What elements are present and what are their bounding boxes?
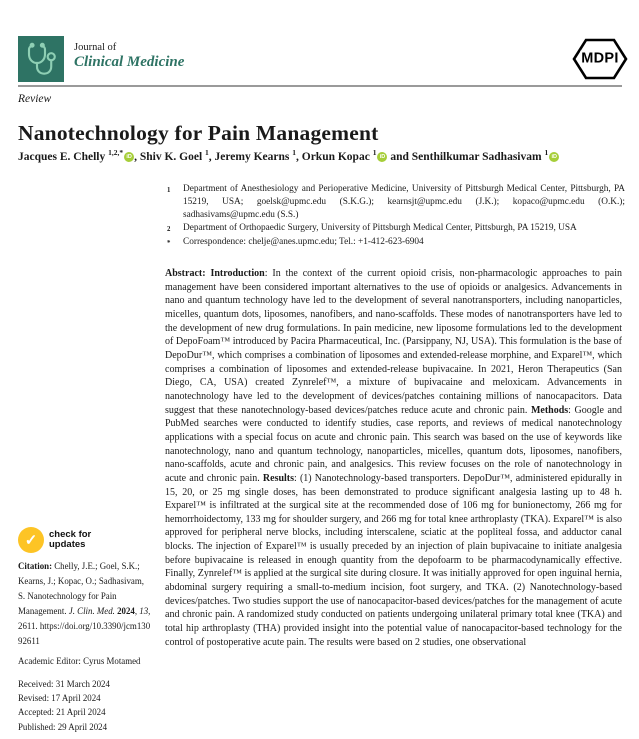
header-divider (18, 85, 622, 87)
author-name: Jeremy Kearns (214, 150, 290, 163)
abstract-paragraph (165, 267, 622, 739)
author-separator: , (134, 150, 140, 163)
author (411, 148, 559, 163)
citation-block (18, 559, 151, 649)
check-for-updates-label (49, 530, 91, 551)
date-label: Accepted: (18, 707, 57, 718)
mdpi-logo (572, 38, 628, 80)
author-name: Senthilkumar Sadhasivam (411, 150, 542, 163)
check-icon (18, 527, 44, 553)
affiliation-row (167, 222, 625, 236)
academic-editor-line (18, 656, 160, 666)
affiliation-marker: * (167, 240, 171, 247)
journal-name-block (74, 42, 184, 71)
doi-link[interactable]: https://doi.org/10.3390/jcm13092611 (18, 621, 151, 646)
date-label: Received: (18, 679, 56, 689)
author-affil-sup: 1 (292, 148, 296, 157)
affiliation-text: Department of Anesthesiology and Perioperative Medicine, University of Pittsburgh Medical Center, Pittsburgh, PA 15219, USA; goelsk@upmc.edu (S.K.G.); kearnsjt@upmc.edu (J.K.); kopaco@upmc.edu (O.K.); sadhasivams@upmc.edu (S.S.) (183, 184, 625, 220)
affiliation-marker: 1 (167, 187, 171, 194)
author-affil-sup: 1 (205, 148, 209, 157)
affiliation-text: Department of Orthopaedic Surgery, University of Pittsburgh Medical Center, Pittsburgh, PA 15219, USA (183, 223, 577, 233)
author (214, 148, 302, 163)
orcid-icon[interactable]: iD (377, 152, 387, 162)
author-affil-sup: 1 (372, 148, 377, 157)
citation-sep: , (134, 606, 140, 616)
author-separator: , (208, 150, 215, 163)
check-for-updates-badge[interactable] (18, 527, 91, 553)
published-date (18, 720, 110, 734)
revised-date (18, 691, 110, 705)
academic-editor-name: Cyrus Motamed (83, 656, 141, 666)
citation-volume: 13 (139, 606, 149, 616)
author-separator: , (296, 150, 302, 163)
affiliation-row (167, 183, 625, 222)
orcid-icon[interactable]: iD (549, 152, 559, 162)
correspondence-text: Correspondence: chelje@anes.upmc.edu; Tel.: +1-412-623-6904 (183, 237, 424, 247)
author-name: Jacques E. Chelly (18, 150, 106, 163)
citation-text: Chelly, J.E.; Goel, S.K.; Kearns, J.; Kopac, O.; Sadhasivam, S. Nanotechnology for Pain Management. (18, 561, 144, 616)
author-separator: and (387, 150, 412, 163)
author-affil-sup: 1,2,* (108, 148, 124, 157)
abstract-methods-text: : Google and PubMed searches were conducted to identify studies, case reports, and reviews of medical nanotechnology applications with a special focus on acute and chronic pain. This search was based on the use of keywords like nanotechnology, nano and quantum technology, nanoparticles, micelles, quantum dots, liposomes, nanofibers, nano-scaffolds, acute and chronic pain, and analgesics. This review focuses on the role of nanotechnology in acute and chronic pain. (165, 404, 622, 484)
page-title: Nanotechnology for Pain Management (18, 121, 379, 146)
author (301, 148, 412, 163)
abstract-results-label: Results (262, 472, 295, 484)
date-value: 21 April 2024 (56, 707, 106, 718)
author-affil-sup: 1 (544, 148, 549, 157)
date-value: 31 March 2024 (55, 679, 110, 689)
affiliation-row (167, 236, 625, 250)
accepted-date (18, 705, 110, 719)
author (18, 148, 140, 163)
abstract-intro-text: : In the context of the current opioid crisis, non-pharmacologic approaches to pain management have been considered important alternatives to the use of opioids or analgesics. Advancements in nano and quantum technology have led to the development of several nanotransporters, including nanoparticles, micelles, quantum dots, liposomes, nanofibers, and nano-scaffolds. These modes of nanotransporters have led to the development of new drug formulations. In pain medicine, new liposome formulations led to the development of DepoFoam™ introduced by Pacira Pharmaceutical, Inc. (Parsippany, NJ, USA). This formulation is the base of DepoDur™, which comprises a combination of liposomes and extended-release morphine, and Exparel™, which comprises a combination of liposomes and extended-release bupivacaine. In 2021, Heron Therapeutics (San Diego, CA, USA) created Zynrelef™, a mixture of bupivacaine and meloxicam. Advancements in nanotechnology have led to the development of devices/patches containing millions of nanocapacitors. Data suggest that these nanotechnology-based devices/patches reduce acute and chronic pain. (165, 268, 622, 416)
article-dates-block (18, 677, 110, 734)
journal-name: Clinical Medicine (74, 54, 185, 70)
journal-prefix: Journal of (74, 42, 117, 53)
article-type-label: Review (18, 93, 52, 105)
mdpi-wordmark: MDPI (581, 50, 619, 67)
citation-sep: , 2611. (18, 606, 151, 631)
academic-editor-label: Academic Editor: (18, 656, 84, 666)
author (139, 148, 215, 163)
citation-label: Citation: (18, 561, 55, 571)
date-label: Published: (18, 721, 58, 732)
abstract-methods-label: Methods (530, 404, 569, 416)
date-value: 17 April 2024 (51, 693, 101, 704)
author-name: Orkun Kopac (301, 150, 370, 163)
orcid-icon[interactable]: iD (124, 152, 134, 162)
affiliation-marker: 2 (167, 226, 171, 233)
journal-logo (18, 36, 64, 82)
affiliations-block (167, 183, 625, 250)
stethoscope-icon (21, 39, 61, 79)
citation-journal-abbrev: J. Clin. Med. (68, 606, 118, 616)
date-label: Revised: (18, 693, 52, 704)
author-line (18, 148, 630, 163)
abstract-intro-label: Abstract: Introduction (165, 268, 265, 279)
received-date (18, 677, 110, 691)
date-value: 29 April 2024 (57, 721, 108, 732)
check-glyph: ✓ (24, 532, 38, 549)
badge-line2: updates (49, 539, 86, 550)
abstract-results-text: : (1) Nanotechnology-based transporters. DepoDur™, administered epidurally in 15, 20, or 25 mg single doses, has been demonstrated to produce significant analgesia lasting up to 48 h. Exparel™ is infiltrated at the surgical site at the recommended dose of 106 mg for bunionectomy, 266 mg for hemorrhoidectomy, 133 mg for shoulder surgery, and 266 mg for total knee arthroplasty (TKA). Exparel™ is also approved for peripheral nerve blocks, including interscalene, sciatic at the popliteal fossa, and adductor canal blocks. The injection of Exparel™ is usually preceded by an injection of plain bupivacaine to initiate analgesia before bupivacaine is released in enough quantity from the depofoarm to be pharmacodynamically effective. Finally, Zynrelef™ is applied at the surgical site during closure. It was initially approved for open inguinal hernia, abdominal surgery requiring a small-to-medium incision, foot surgery, and TKA. (2) Nanotechnology-based devices/patches. Two studies support the use of nanocapacitor-based devices/patches for the management of acute and chronic pain. A randomized study conducted on patients undergoing unilateral primary total knee (TKA) and total hip arthroplasty (THA) provided insight into the potential value of nanocapacitor-based technology for the control of postoperative acute pain. The results were based on 2 studies, one observational (165, 472, 622, 648)
badge-line1: check for (49, 528, 92, 540)
author-name: Shiv K. Goel (139, 150, 203, 163)
citation-year: 2024 (117, 606, 135, 616)
